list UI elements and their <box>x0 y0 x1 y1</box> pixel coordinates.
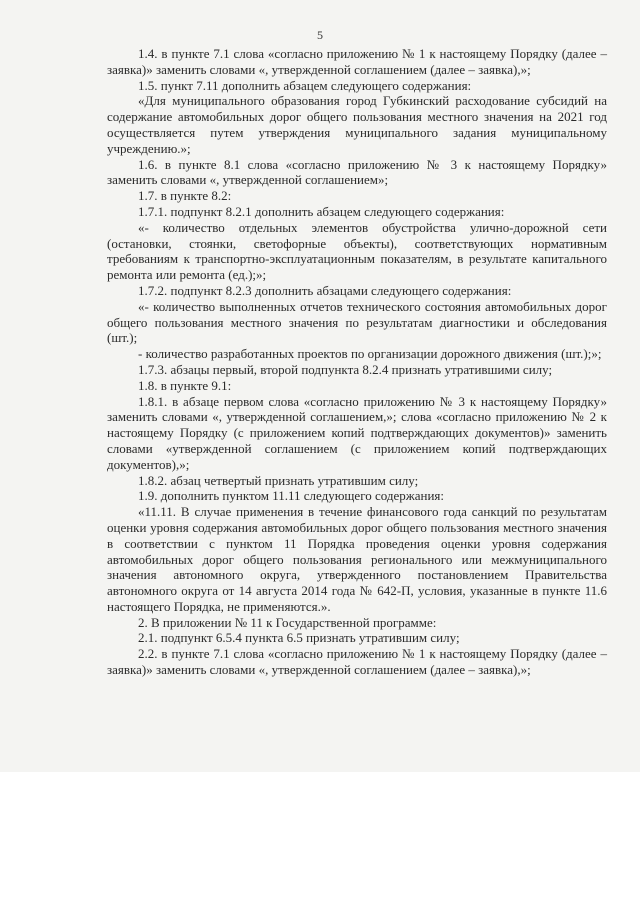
paragraph-1-7-2: 1.7.2. подпункт 8.2.3 дополнить абзацами следующего содержания: <box>138 282 512 298</box>
paragraph-1-7-1: 1.7.1. подпункт 8.2.1 дополнить абзацем следующего содержания: <box>138 203 505 219</box>
paragraph-1-4: 1.4. в пункте 7.1 слова «согласно приложению № 1 к настоящему Порядку (далее – заявка)» заменить словами «, утвержденной соглашением (далее – заявка),»; <box>107 46 607 77</box>
page-number: 5 <box>317 28 323 42</box>
paragraph-1-9: 1.9. дополнить пунктом 11.11 следующего содержания: <box>138 488 445 504</box>
paragraph-1-7-3: 1.7.3. абзацы первый, второй подпункта 8.2.4 признать утратившими силу; <box>138 361 553 377</box>
paragraph-2-1: 2.1. подпункт 6.5.4 пункта 6.5 признать утратившим силу; <box>138 630 460 646</box>
paragraph-1-8-1: 1.8.1. в абзаце первом слова «согласно приложению № 3 к настоящему Порядку» заменить словами «, утвержденной соглашением,»; слова «согласно приложению № 2 к настоящему Порядку (с приложением копий подтверждающих документов)» заменить словами «утвержденной соглашением (с приложением копий подтверждающих документов),»; <box>107 393 607 472</box>
paragraph-1-7-2-text-a: «- количество выполненных отчетов технического состояния автомобильных дорог общего пользования местного значения по результатам диагностики и обследования (шт.); <box>107 298 607 346</box>
paragraph-1-5-text: «Для муниципального образования город Губкинский расходование субсидий на содержание автомобильных дорог общего пользования местного значения на 2021 год осуществляется путем утверждения муниципального задания муниципальному учреждению.»; <box>107 93 607 156</box>
paragraph-1-9-text: «11.11. В случае применения в течение финансового года санкций по результатам оценки уровня содержания автомобильных дорог общего пользования местного значения в соответствии с пунктом 11 Порядка проведения оценки уровня содержания автомобильных дорог общего пользования регионального или межмуниципального значения автономного округа, утвержденного постановлением Правительства автономного округа от 14 августа 2014 года № 642-П, условия, указанные в пункте 11.6 настоящего Порядка, не применяются.». <box>107 504 607 614</box>
document-body <box>107 46 607 678</box>
paragraph-1-8-2: 1.8.2. абзац четвертый признать утратившим силу; <box>138 472 419 488</box>
paragraph-1-7: 1.7. в пункте 8.2: <box>138 188 232 204</box>
paragraph-1-6: 1.6. в пункте 8.1 слова «согласно приложению № 3 к настоящему Порядку» заменить словами «, утвержденной соглашением»; <box>107 156 607 188</box>
paragraph-1-5: 1.5. пункт 7.11 дополнить абзацем следующего содержания: <box>138 77 472 93</box>
paragraph-1-7-1-text: «- количество отдельных элементов обустройства улично-дорожной сети (остановки, стоянки, светофорные объекты), соответствующих нормативным требованиям к транспортно-эксплуатационным показателям, в результате капитального ремонта или ремонта (ед.);»; <box>107 219 607 283</box>
paragraph-1-7-2-text-b: - количество разработанных проектов по организации дорожного движения (шт.);»; <box>138 346 602 362</box>
paragraph-2-2: 2.2. в пункте 7.1 слова «согласно приложению № 1 к настоящему Порядку (далее – заявка)» заменить словами «, утвержденной соглашением (далее – заявка),»; <box>107 646 607 678</box>
paragraph-1-8: 1.8. в пункте 9.1: <box>138 377 232 393</box>
paragraph-2: 2. В приложении № 11 к Государственной программе: <box>138 614 437 630</box>
